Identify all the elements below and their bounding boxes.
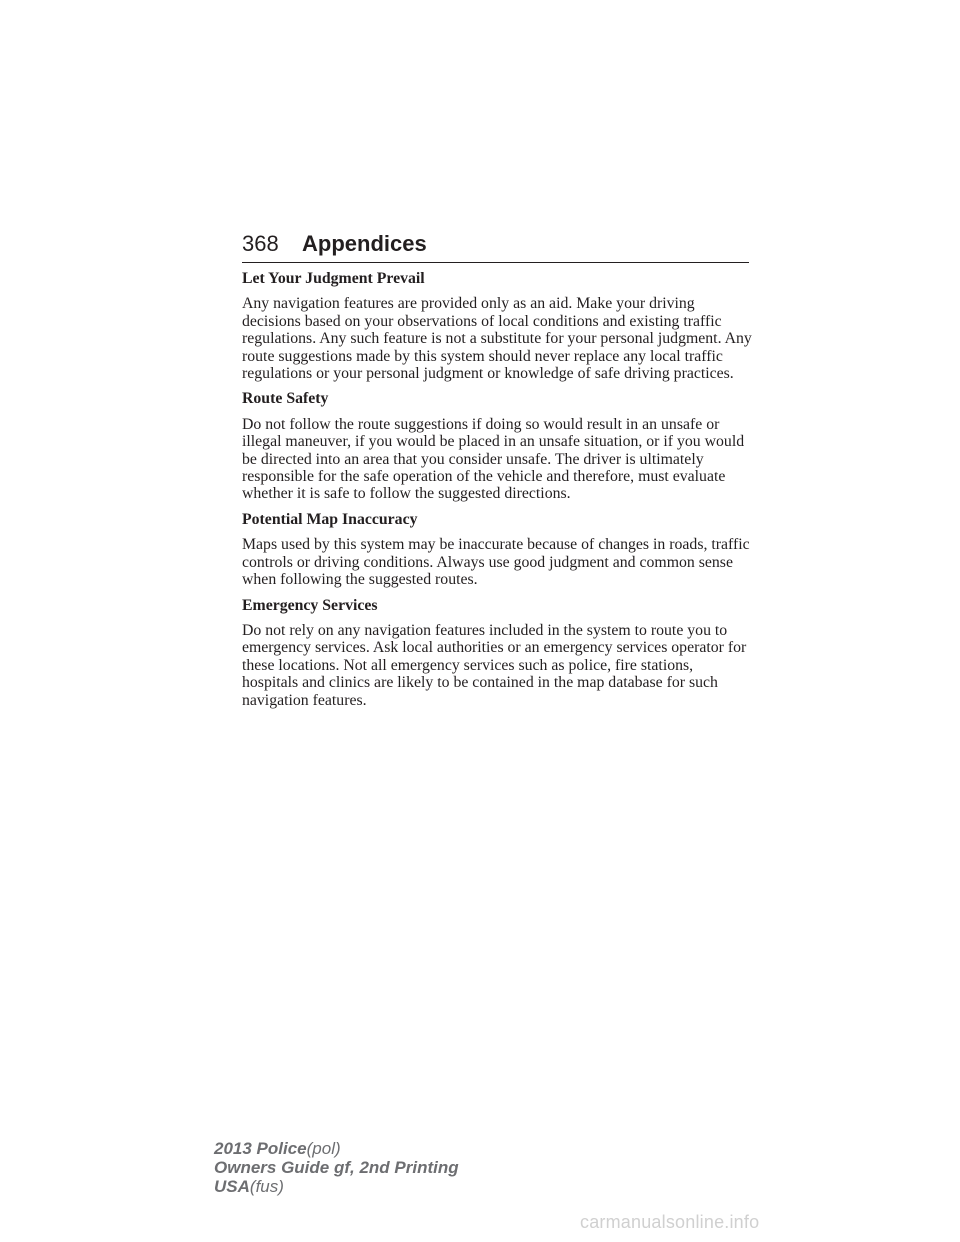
footer-line-guide: [214, 1158, 459, 1177]
section-heading: Let Your Judgment Prevail: [242, 270, 425, 287]
page-header: [242, 228, 749, 263]
footer-model: 2013 Police: [214, 1139, 307, 1158]
page-number: 368: [242, 231, 279, 256]
section-body: Do not rely on any navigation features included in the system to route you to emergency services. Ask local authorities or an emergency services operator for these locations. Not all emergency services such as police, fire stations, hospitals and clinics are likely to be contained in the map database for such navigation features.: [242, 621, 747, 709]
footer-market: USA: [214, 1177, 250, 1196]
document-footer: [214, 1139, 459, 1196]
footer-guide: Owners Guide gf, 2nd Printing: [214, 1158, 459, 1177]
footer-line-market: [214, 1177, 459, 1196]
section-heading: Route Safety: [242, 390, 329, 408]
footer-line-model: [214, 1139, 459, 1158]
section-title: Appendices: [302, 231, 427, 256]
section-body: Any navigation features are provided only as an aid. Make your driving decisions based on your observations of local conditions and existing traffic regulations. Any such feature is not a substitute for your personal judgment. Any route suggestions made by this system should never replace any local traffic regulations or your personal judgment or knowledge of safe driving practices.: [242, 295, 752, 383]
section-body: Do not follow the route suggestions if doing so would result in an unsafe or illegal maneuver, if you would be placed in an unsafe situation, or if you would be directed into an area that you consider unsafe. The driver is ultimately responsible for the safe operation of the vehicle and therefore, must evaluate whether it is safe to follow the suggested directions.: [242, 415, 745, 503]
footer-model-code: (pol): [306, 1139, 341, 1158]
page-content: [242, 270, 752, 717]
footer-market-code: (fus): [249, 1177, 284, 1196]
section-body: Maps used by this system may be inaccurate because of changes in roads, traffic controls or driving conditions. Always use good judgment and common sense when following the suggested routes.: [242, 536, 750, 589]
section-emergency-services: [242, 597, 752, 709]
section-judgment: [242, 270, 752, 382]
section-route-safety: [242, 390, 752, 502]
section-heading: Potential Map Inaccuracy: [242, 510, 418, 528]
watermark: carmanualsonline.info: [580, 1212, 760, 1232]
section-heading: Emergency Services: [242, 596, 378, 614]
section-map-inaccuracy: [242, 511, 752, 589]
